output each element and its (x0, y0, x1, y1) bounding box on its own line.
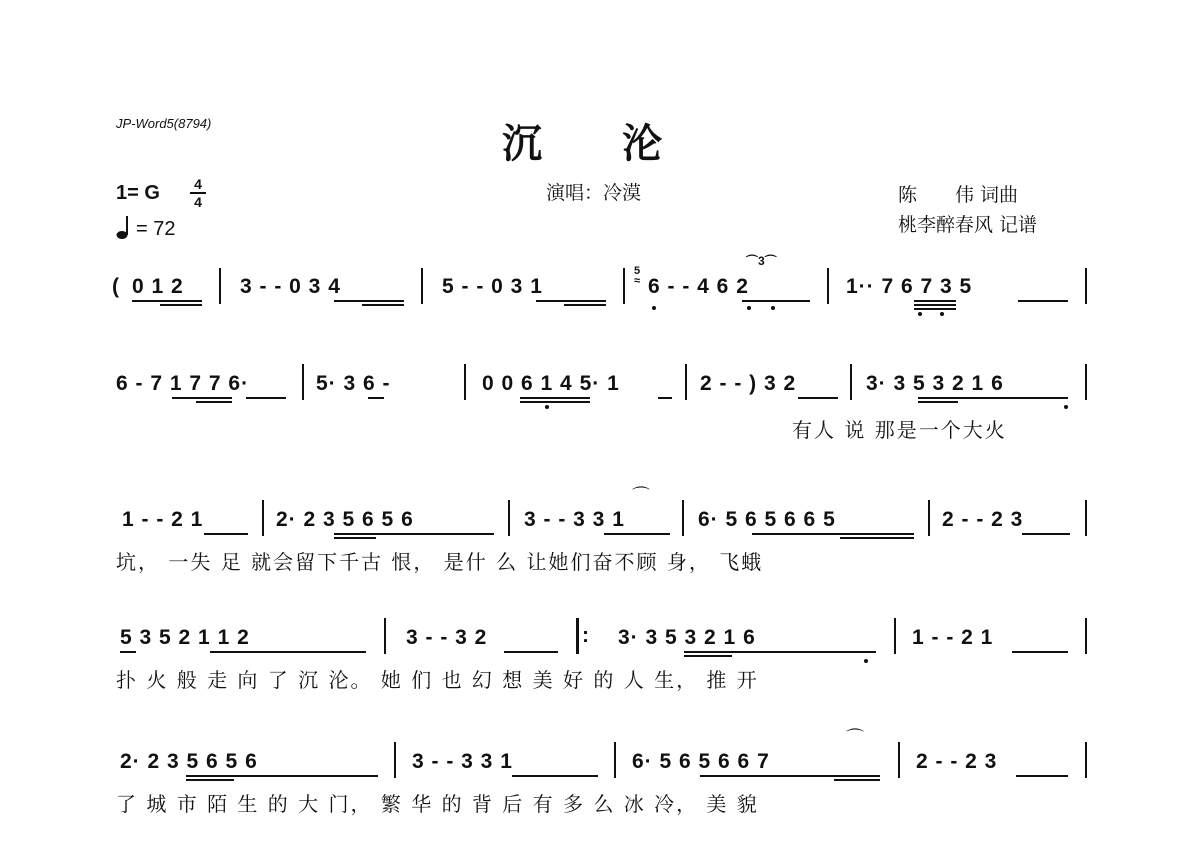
meter-top: 4 (194, 176, 202, 192)
tempo-marking (116, 214, 130, 240)
measure: 3 - - 3 3 1 (412, 750, 513, 773)
measure: 2· 2 3 5 6 5 6 (276, 508, 414, 531)
measure: 5 - - 0 3 1 (442, 275, 543, 298)
measure: 0 0 6 1 4 5· 1 (482, 372, 620, 395)
measure: 5· 3 6 - (316, 372, 391, 395)
measure: 3 - - 3 3 1 (524, 508, 625, 531)
measure: 2 - - 2 3 (942, 508, 1024, 531)
lyrics-line: 坑， 一失 足 就会留下千古 恨， 是什 么 让她们奋不顾 身， 飞蛾 (116, 550, 764, 574)
time-signature (188, 177, 208, 209)
lyrics-line: 了 城 市 陌 生 的 大 门， 繁 华 的 背 后 有 多 么 冰 冷， 美 貌 (116, 792, 759, 816)
composer-credit: 陈 伟 词曲 (898, 184, 1019, 206)
measure: 5 3 5 2 1 1 2 (120, 626, 250, 649)
measure: 6· 5 6 5 6 6 7 (632, 750, 770, 773)
measure: 3 - - 3 2 (406, 626, 488, 649)
song-title: 沉 沦 (502, 120, 662, 167)
lyrics-line: 有人 说 那是一个大火 (792, 418, 1007, 442)
tempo-value: = 72 (136, 218, 176, 240)
measure: 2 - - ) 3 2 (700, 372, 797, 395)
measure: 0 1 2 (132, 275, 184, 298)
measure: ( (112, 275, 120, 298)
transcriber-credit: 桃李醉春风 记谱 (898, 214, 1038, 236)
measure: 2· 2 3 5 6 5 6 (120, 750, 258, 773)
software-label: JP-Word5(8794) (116, 116, 212, 131)
measure: 3 - - 0 3 4 (240, 275, 341, 298)
singer-credit: 演唱：冷漠 (546, 182, 642, 204)
quarter-note-icon (116, 214, 130, 240)
measure: 2 - - 2 3 (916, 750, 998, 773)
measure: 1 - - 2 1 (122, 508, 204, 531)
meter-bottom: 4 (194, 194, 202, 210)
measure: 3· 3 5 3 2 1 6 (866, 372, 1004, 395)
measure: 6· 5 6 5 6 6 5 (698, 508, 836, 531)
measure: 1·· 7 6 7 3 5 (846, 275, 973, 298)
lyrics-line: 扑 火 般 走 向 了 沉 沦。 她 们 也 幻 想 美 好 的 人 生， 推 开 (116, 668, 759, 692)
measure: 3· 3 5 3 2 1 6 (618, 626, 756, 649)
key-signature: 1= G (116, 182, 160, 204)
measure: 1 - - 2 1 (912, 626, 994, 649)
measure: 6 - - 4 6 2 (648, 275, 749, 298)
measure: 6 - 7 1 7 7 6· (116, 372, 250, 395)
